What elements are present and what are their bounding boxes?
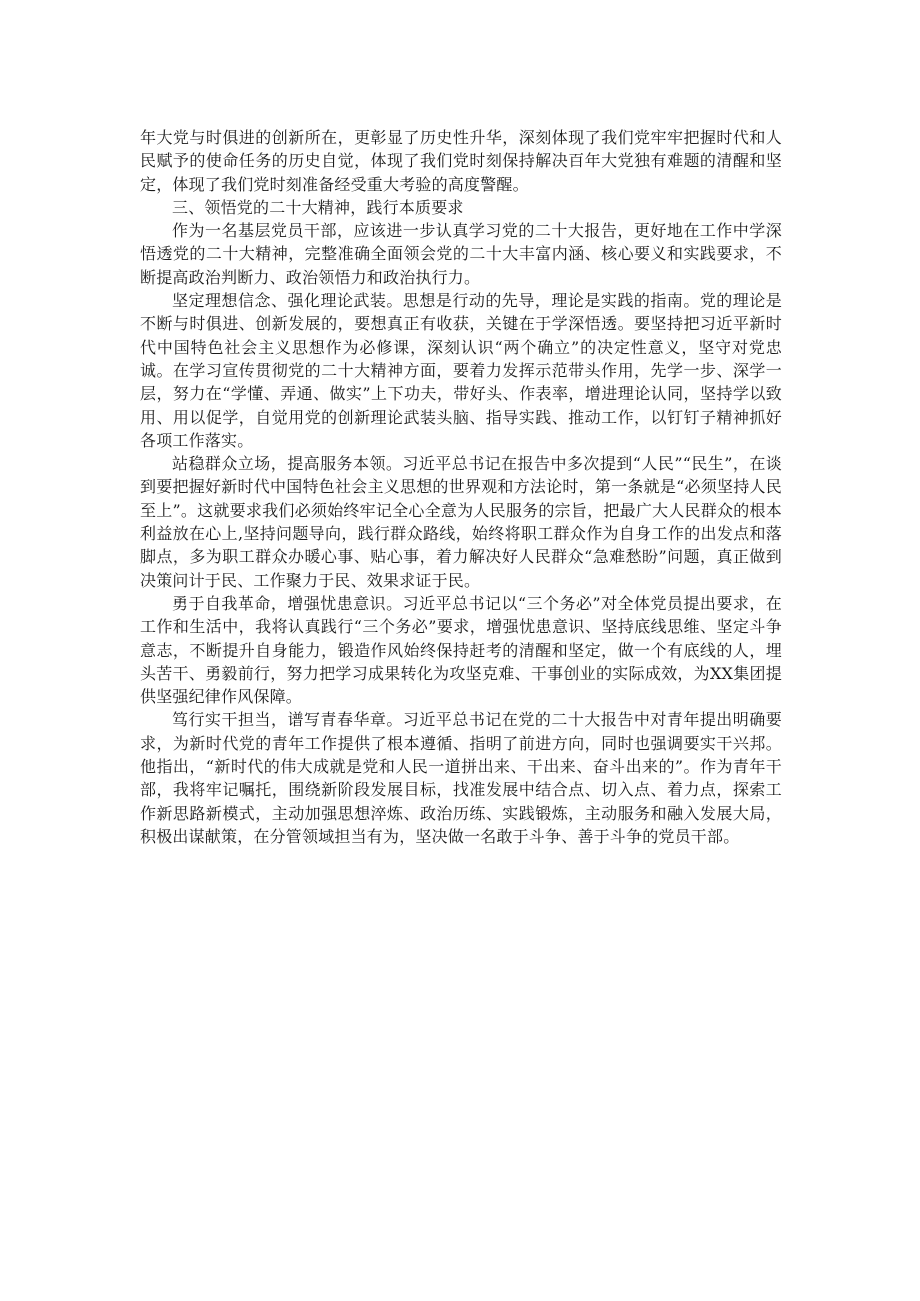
paragraph: 笃行实干担当，谱写青春华章。习近平总书记在党的二十大报告中对青年提出明确要求，为新时代党的青年工作提供了根本遵循、指明了前进方向，同时也强调要实干兴邦。他指出，“新时代的伟大成就是党和人民一道拼出来、干出来、奋斗出来的”。作为青年干部，我将牢记嘱托，围绕新阶段发展目标，找准发展中结合点、切入点、着力点，探索工作新思路新模式，主动加强思想淬炼、政治历练、实践锻炼，主动服务和融入发展大局，积极出谋献策，在分管领域担当有为，坚决做一名敢于斗争、善于斗争的党员干部。: [140, 710, 782, 846]
paragraph: 坚定理想信念、强化理论武装。思想是行动的先导，理论是实践的指南。党的理论是不断与时俱进、创新发展的，要想真正有收获，关键在于学深悟透。要坚持把习近平新时代中国特色社会主义思想作为必修课，深刻认识“两个确立”的决定性意义，坚守对党忠诚。在学习宣传贯彻党的二十大精神方面，要着力发挥示范带头作用，先学一步、深学一层，努力在“学懂、弄通、做实”上下功夫，带好头、作表率，增进理论认同，坚持学以致用、用以促学，自觉用党的创新理论武装头脑、指导实践、推动工作，以钉钉子精神抓好各项工作落实。: [140, 291, 782, 450]
paragraph: 勇于自我革命，增强忧患意识。习近平总书记以“三个务必”对全体党员提出要求，在工作和生活中，我将认真践行“三个务必”要求，增强忧患意识、坚持底线思维、坚定斗争意志，不断提升自身能力，锻造作风始终保持赶考的清醒和坚定，做一个有底线的人，埋头苦干、勇毅前行，努力把学习成果转化为攻坚克难、干事创业的实际成效，为XX集团提供坚强纪律作风保障。: [140, 593, 782, 707]
paragraph: 作为一名基层党员干部，应该进一步认真学习党的二十大报告，更好地在工作中学深悟透党的二十大精神，完整准确全面领会党的二十大丰富内涵、核心要义和实践要求，不断提高政治判断力、政治领悟力和政治执行力。: [140, 221, 782, 287]
paragraph-continued: 年大党与时俱进的创新所在，更彰显了历史性升华，深刻体现了我们党牢牢把握时代和人民赋予的使命任务的历史自觉，体现了我们党时刻保持解决百年大党独有难题的清醒和坚定，体现了我们党时刻准备经受重大考验的高度警醒。: [140, 128, 782, 194]
section-heading: 三、领悟党的二十大精神，践行本质要求: [172, 197, 464, 217]
document-body: [140, 126, 782, 848]
paragraph: 站稳群众立场，提高服务本领。习近平总书记在报告中多次提到“人民”“民生”，在谈到要把握好新时代中国特色社会主义思想的世界观和方法论时，第一条就是“必须坚持人民至上”。这就要求我们必须始终牢记全心全意为人民服务的宗旨，把最广大人民群众的根本利益放在心上,坚持问题导向，践行群众路线，始终将职工群众作为自身工作的出发点和落脚点，多为职工群众办暖心事、贴心事，着力解决好人民群众“急难愁盼”问题，真正做到决策问计于民、工作聚力于民、效果求证于民。: [140, 454, 782, 590]
